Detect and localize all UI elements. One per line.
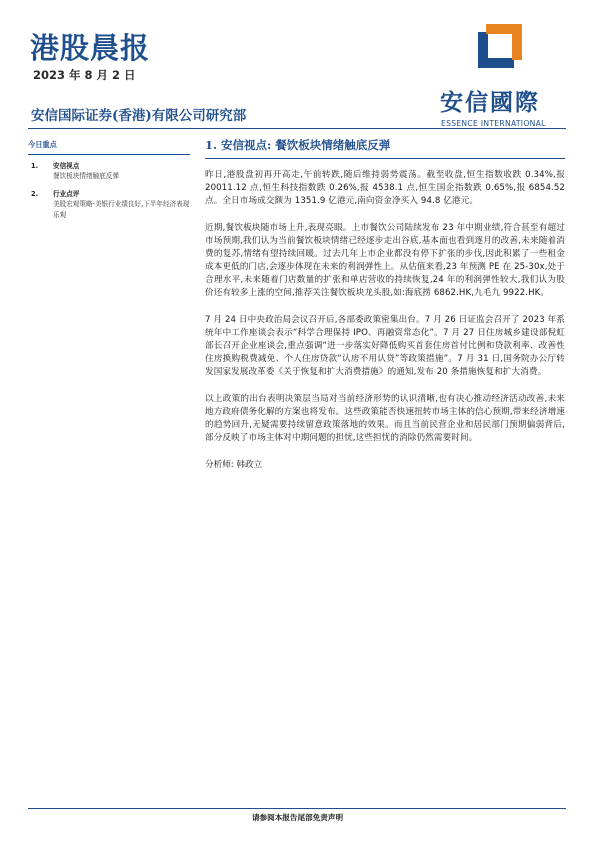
- header-divider: [28, 128, 566, 129]
- policy-paragraph: 7 月 24 日中央政治局会议召开后,各部委政策密集出台。7 月 26 日证监会召开了 2023 年系统年中工作座谈会表示“科学合理保持 IPO、再融资常态化”。7 月 27 日住房城乡建设部倪虹部长召开企业座谈会,重点强调“进一步落实好降低购买首套住房首付比例和贷款利率、改善性住房换购税费减免、个人住房贷款“认房不用认贷”等政策措施”。7 月 31 日,国务院办公厅转发国家发展改革委《关于恢复和扩大消费措施》的通知,发布 20 条措施恢复和扩大消费。: [205, 315, 565, 377]
- report-date: 2023 年 8 月 2 日: [33, 68, 136, 82]
- sidebar-item[interactable]: [28, 161, 190, 182]
- analyst-name: 分析师: 韩政立: [205, 460, 263, 470]
- outlook-paragraph: 以上政策的出台表明决策层当局对当前经济形势的认识清晰,也有决心推动经济活动改善,未来地方政府债务化解的方案也将发布。这些政策能否快速扭转市场主体的信心预期,带来经济增速的趋势回升,无疑需要持续留意政策落地的效果。而且当前民营企业和居民部门预期偏弱背后,部分反映了市场主体对中期问题的担忧,这些担忧的消除仍然需要时间。: [205, 394, 565, 443]
- essence-logo-icon: [476, 22, 524, 70]
- market-summary-paragraph: 昨日,港股盘初再开高走,午前转跌,随后维持弱势震荡。截至收盘,恒生指数收跌 0.34%,报 20011.12 点,恒生科技指数跌 0.26%,报 4538.1 点,恒生国企指数跌 0.65%,报 6854.52 点。全日市场成交额为 1351.9 亿港元,南向资金净买入 94.8 亿港元。: [205, 170, 565, 206]
- logo-chinese-name: 安信國際: [440, 89, 540, 116]
- main-content: [205, 137, 565, 472]
- footer-divider: [28, 808, 566, 809]
- sidebar-item-desc: 餐饮板块情绪触底反弹: [53, 172, 119, 180]
- sidebar-item-title: 行业点评: [53, 189, 80, 198]
- report-title: 港股晨报: [30, 31, 151, 65]
- sidebar-item-number: 1.: [31, 161, 39, 170]
- sidebar-item-desc: 美股宏观策略-美银行业绩良好,下半年经济表现乐观: [53, 200, 190, 219]
- disclaimer-link[interactable]: 请参阅本报告尾部免责声明: [251, 813, 344, 822]
- catering-sector-paragraph: 近期,餐饮板块随市场上升,表现亮眼。上市餐饮公司陆续发布 23 年中期业绩,符合甚至有超过市场预期,我们认为当前餐饮板块情绪已经逐步走出谷底,基本面也看到逐月的改善,未来随着消费的复苏,情绪有望持续回暖。过去几年上市企业都没有停下扩张的步伐,因此积累了一些租金成本更低的门店,会逐步体现在未来的利润弹性上。从估值来看,23 年预测 PE 在 25-30x,处于合理水平,未来随着门店数量的扩张和单店营收的持续恢复,24 年的利润弹性较大,我们认为股价还有较多上涨的空间,推荐关注餐饮板块龙头股,如:海底捞 6862.HK,九毛九 9922.HK。: [205, 223, 565, 298]
- logo-english-name: ESSENCE INTERNATIONAL: [441, 119, 546, 128]
- company-name: 安信国际证券(香港)有限公司研究部: [31, 108, 247, 124]
- sidebar-item-number: 2.: [31, 189, 39, 198]
- sidebar-heading: 今日重点: [28, 140, 190, 155]
- sidebar-highlights: [28, 140, 190, 227]
- sidebar-item[interactable]: [28, 189, 190, 221]
- section-title: 1. 安信视点: 餐饮板块情绪触底反弹: [205, 137, 565, 159]
- sidebar-item-title: 安信视点: [53, 161, 80, 170]
